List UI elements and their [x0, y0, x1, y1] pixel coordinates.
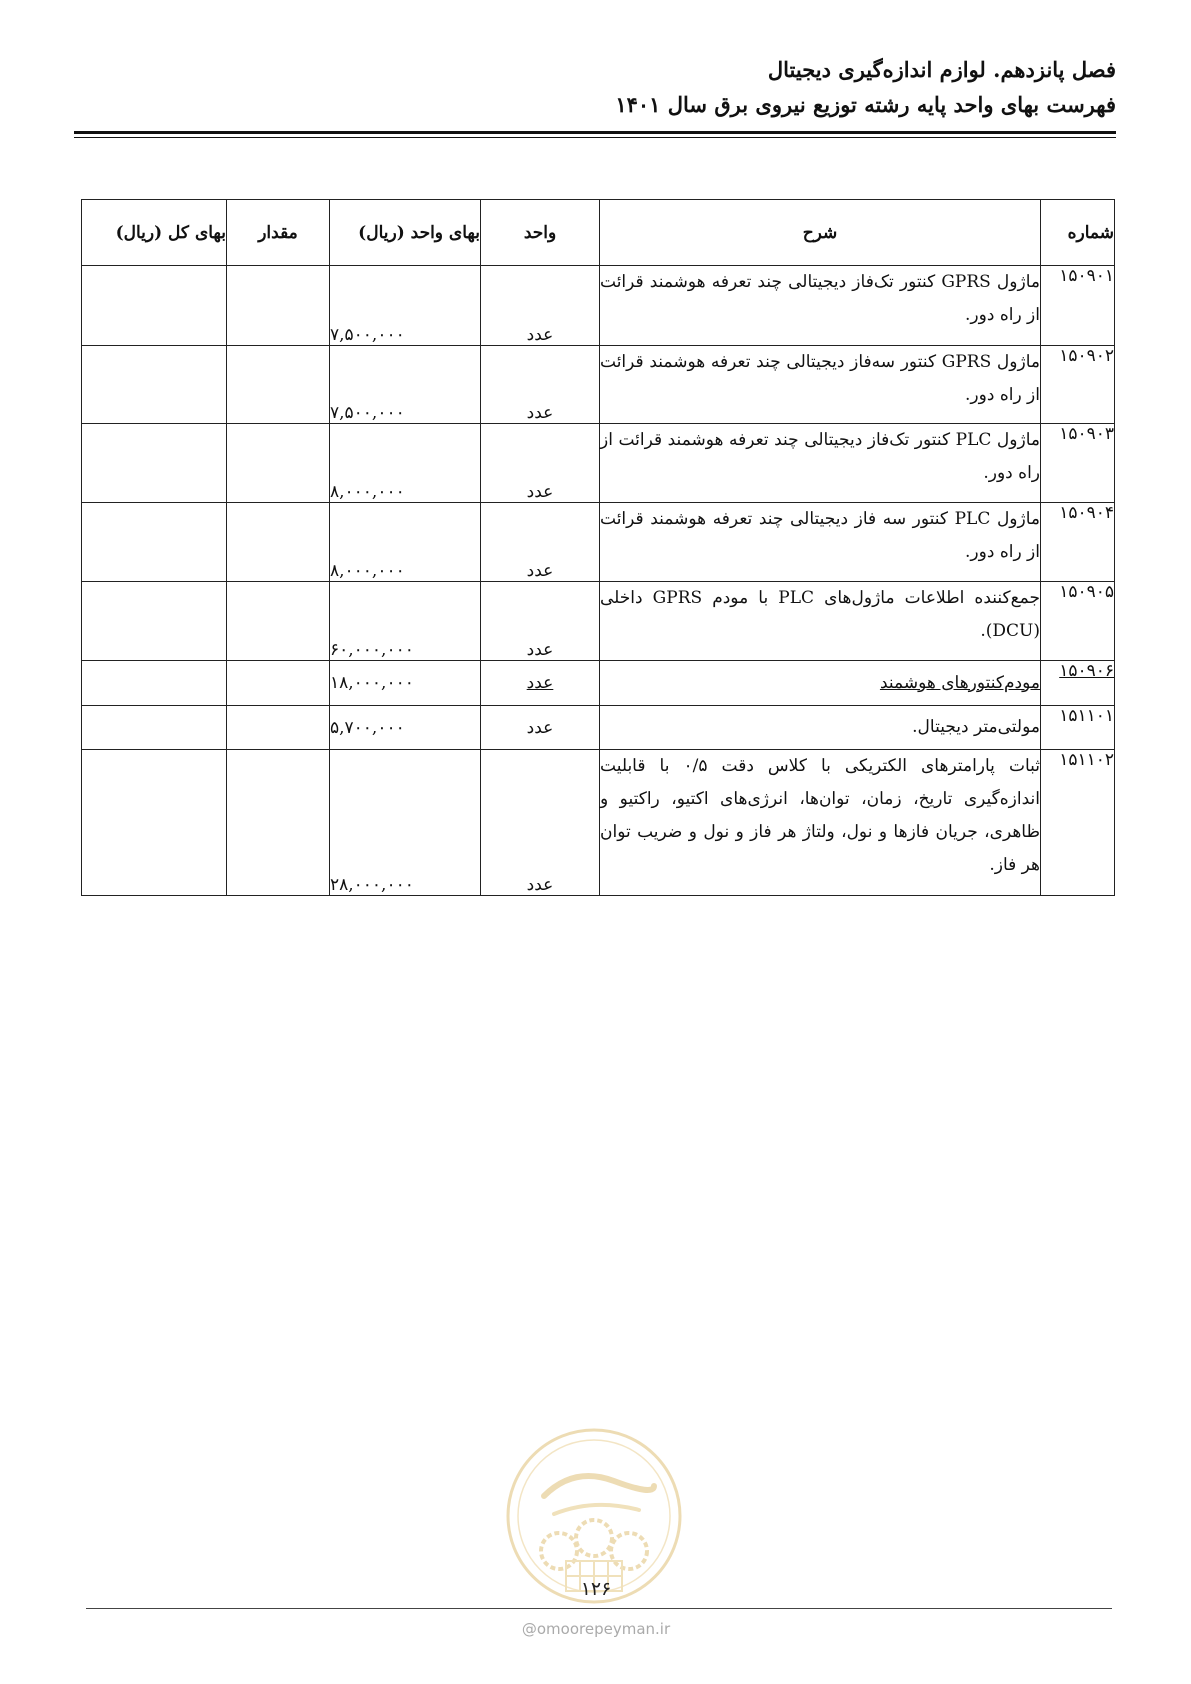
table-row — [82, 750, 1115, 896]
row-number: ۱۵۰۹۰۳ — [1041, 424, 1115, 503]
table-header-row — [82, 200, 1115, 266]
page-number: ۱۲۶ — [580, 1578, 612, 1600]
row-quantity — [227, 661, 330, 706]
table-row — [82, 346, 1115, 424]
row-number — [1041, 661, 1115, 706]
header-rule-thin — [74, 137, 1116, 138]
column-header-total-price: بهای کل (ریال) — [82, 200, 227, 266]
row-unit: عدد — [481, 750, 600, 896]
row-number-text: ۱۵۰۹۰۶ — [1059, 661, 1114, 681]
row-number: ۱۵۰۹۰۲ — [1041, 346, 1115, 424]
row-unit: عدد — [481, 424, 600, 503]
price-table — [81, 199, 1115, 896]
row-quantity — [227, 750, 330, 896]
row-description: ثبات پارامترهای الکتریکی با کلاس دقت ۰/۵ با قابلیت اندازه‌گیری تاریخ، زمان، توان‌ها، انرژی‌های اکتیو، راکتیو و ظاهری، جریان فازها و نول، ولتاژ هر فاز و نول و ضریب توان هر فاز. — [600, 750, 1041, 896]
row-unit-price: ۷,۵۰۰,۰۰۰ — [330, 266, 481, 346]
table-row — [82, 424, 1115, 503]
row-total — [82, 750, 227, 896]
row-unit-price: ۱۸,۰۰۰,۰۰۰ — [330, 661, 481, 706]
row-description — [600, 661, 1041, 706]
footer-rule — [86, 1608, 1112, 1609]
row-description: جمع‌کننده اطلاعات ماژول‌های PLC با مودم GPRS داخلی (DCU). — [600, 582, 1041, 661]
row-quantity — [227, 424, 330, 503]
column-header-quantity: مقدار — [227, 200, 330, 266]
table-row — [82, 503, 1115, 582]
row-unit: عدد — [481, 706, 600, 750]
header-rule-thick — [74, 131, 1116, 134]
row-number: ۱۵۰۹۰۴ — [1041, 503, 1115, 582]
table-row — [82, 582, 1115, 661]
row-number: ۱۵۱۱۰۱ — [1041, 706, 1115, 750]
row-quantity — [227, 346, 330, 424]
row-description: مولتی‌متر دیجیتال. — [600, 706, 1041, 750]
table-row — [82, 266, 1115, 346]
site-watermark: @omoorepeyman.ir — [521, 1620, 671, 1638]
row-number: ۱۵۱۱۰۲ — [1041, 750, 1115, 896]
row-unit: عدد — [481, 266, 600, 346]
row-total — [82, 424, 227, 503]
row-unit-price: ۲۸,۰۰۰,۰۰۰ — [330, 750, 481, 896]
row-unit — [481, 661, 600, 706]
row-total — [82, 266, 227, 346]
row-number: ۱۵۰۹۰۱ — [1041, 266, 1115, 346]
row-unit: عدد — [481, 582, 600, 661]
row-total — [82, 661, 227, 706]
table-row — [82, 706, 1115, 750]
row-unit-text: عدد — [526, 673, 554, 693]
row-description: ماژول PLC کنتور سه فاز دیجیتالی چند تعرفه هوشمند قرائت از راه دور. — [600, 503, 1041, 582]
row-unit-price: ۵,۷۰۰,۰۰۰ — [330, 706, 481, 750]
row-description-text: مودم‌کنتورهای هوشمند — [879, 672, 1040, 693]
column-header-description: شرح — [600, 200, 1041, 266]
row-total — [82, 346, 227, 424]
row-description: ماژول PLC کنتور تک‌فاز دیجیتالی چند تعرفه هوشمند قرائت از راه دور. — [600, 424, 1041, 503]
chapter-title: فصل پانزدهم. لوازم اندازه‌گیری دیجیتال — [767, 57, 1116, 82]
row-description: ماژول GPRS کنتور تک‌فاز دیجیتالی چند تعرفه هوشمند قرائت از راه دور. — [600, 266, 1041, 346]
column-header-unit: واحد — [481, 200, 600, 266]
row-unit: عدد — [481, 503, 600, 582]
row-quantity — [227, 503, 330, 582]
row-total — [82, 503, 227, 582]
row-unit-price: ۸,۰۰۰,۰۰۰ — [330, 503, 481, 582]
row-total — [82, 582, 227, 661]
row-quantity — [227, 582, 330, 661]
row-unit: عدد — [481, 346, 600, 424]
price-list-title: فهرست بهای واحد پایه رشته توزیع نیروی برق سال ۱۴۰۱ — [615, 92, 1116, 117]
column-header-unit-price: بهای واحد (ریال) — [330, 200, 481, 266]
row-number: ۱۵۰۹۰۵ — [1041, 582, 1115, 661]
table-row — [82, 661, 1115, 706]
column-header-number: شماره — [1041, 200, 1115, 266]
row-unit-price: ۸,۰۰۰,۰۰۰ — [330, 424, 481, 503]
row-description: ماژول GPRS کنتور سه‌فاز دیجیتالی چند تعرفه هوشمند قرائت از راه دور. — [600, 346, 1041, 424]
page-header — [74, 52, 1116, 122]
row-total — [82, 706, 227, 750]
row-quantity — [227, 706, 330, 750]
row-unit-price: ۷,۵۰۰,۰۰۰ — [330, 346, 481, 424]
row-quantity — [227, 266, 330, 346]
row-unit-price: ۶۰,۰۰۰,۰۰۰ — [330, 582, 481, 661]
